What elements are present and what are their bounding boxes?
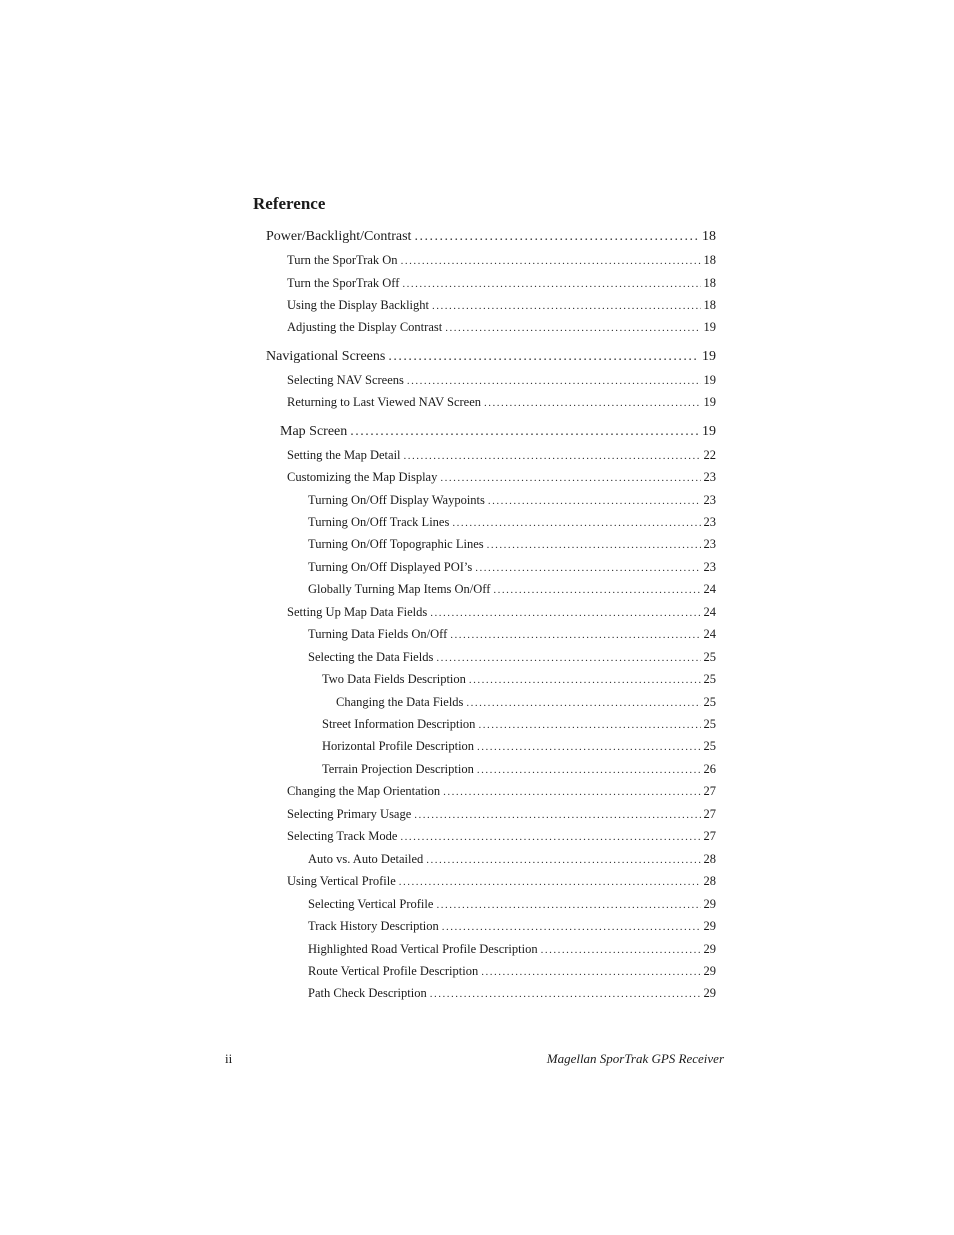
toc-entry-page: 25 [703,739,716,753]
toc-entry-page: 22 [703,448,716,462]
toc-entry-page: 25 [703,672,716,686]
toc-entry-label: Selecting Primary Usage [287,807,412,821]
toc-dot-leader [436,653,700,664]
toc-entry-page: 24 [703,627,716,641]
toc-dot-leader [430,608,700,619]
toc-entry-label: Path Check Description [308,986,427,1000]
toc-entry-label: Turning On/Off Track Lines [308,515,450,529]
toc-dot-leader [388,350,699,364]
toc-entry [287,606,716,619]
toc-entry [287,471,716,484]
toc-dot-leader [432,301,701,312]
toc-entry-label: Terrain Projection Description [322,762,474,776]
toc-dot-leader [475,563,700,574]
toc-entry-label: Turn the SporTrak Off [287,276,400,290]
toc-entry-page: 19 [703,373,716,387]
toc-entry [308,516,716,529]
toc-entry-label: Two Data Fields Description [322,672,466,686]
toc-entry-label: Changing the Data Fields [336,695,464,709]
toc-dot-leader [436,900,700,911]
toc-entry [287,254,716,267]
toc-entry-page: 24 [703,605,716,619]
page-number: ii [225,1051,233,1066]
toc-dot-leader [487,540,701,551]
toc-entry-label: Highlighted Road Vertical Profile Description [308,942,538,956]
toc-entry-label: Changing the Map Orientation [287,784,441,798]
toc-entry-page: 18 [703,253,716,267]
toc-entry-page: 26 [703,762,716,776]
toc-dot-leader [407,376,701,387]
toc-entry-label: Auto vs. Auto Detailed [308,852,424,866]
toc-entry-page: 19 [703,395,716,409]
toc-entry-page: 23 [703,493,716,507]
toc-entry [308,853,716,866]
toc-entry-label: Selecting NAV Screens [287,373,404,387]
toc-entry [280,425,716,439]
toc-dot-leader [488,496,701,507]
toc-entry [308,943,716,956]
toc-entry-label: Setting Up Map Data Fields [287,605,428,619]
toc-dot-leader [402,279,700,290]
toc-entry-page: 29 [703,986,716,1000]
toc-dot-leader [440,473,700,484]
toc-entry [308,561,716,574]
toc-entry [322,673,716,686]
toc-entry-page: 28 [703,874,716,888]
toc-entry-page: 29 [703,919,716,933]
toc-dot-leader [443,787,700,798]
toc-entry-page: 25 [703,695,716,709]
toc-entry [266,230,716,244]
toc-entry-label: Setting the Map Detail [287,448,401,462]
toc-entry-page: 23 [703,470,716,484]
toc-entry-label: Street Information Description [322,717,476,731]
toc-entry-page: 27 [703,784,716,798]
toc-entry-label: Using the Display Backlight [287,298,429,312]
toc-entry-label: Track History Description [308,919,439,933]
toc-dot-leader [478,720,700,731]
toc-entry-label: Using Vertical Profile [287,874,396,888]
toc-dot-leader [493,585,700,596]
toc-entry [287,396,716,409]
running-title: Magellan SporTrak GPS Receiver [546,1051,724,1066]
toc-dot-leader [404,451,701,462]
toc-dot-leader [466,698,700,709]
toc-dot-leader [442,922,701,933]
toc-entry-page: 27 [703,829,716,843]
toc-entry-label: Power/Backlight/Contrast [266,229,412,244]
toc-entry-label: Selecting Track Mode [287,829,398,843]
toc-entry-label: Turning On/Off Display Waypoints [308,493,485,507]
toc-entry-label: Map Screen [280,424,348,439]
toc-entry [308,538,716,551]
toc-dot-leader [477,765,701,776]
toc-entry [287,808,716,821]
toc-entry-page: 24 [703,582,716,596]
toc-entry-label: Globally Turning Map Items On/Off [308,582,491,596]
toc-entry-page: 18 [703,276,716,290]
toc-entry-page: 18 [703,298,716,312]
toc-dot-leader [426,855,700,866]
toc-entry [266,350,716,364]
toc-entry [308,494,716,507]
toc-entry [287,321,716,334]
toc-entry-label: Route Vertical Profile Description [308,964,479,978]
toc-entry [287,277,716,290]
toc-dot-leader [452,518,700,529]
toc-dot-leader [484,398,700,409]
toc-dot-leader [399,877,701,888]
toc-entry-page: 19 [702,349,716,364]
toc-entry-page: 25 [703,717,716,731]
toc-dot-leader [414,810,700,821]
toc-entry [336,696,716,709]
toc-entry-label: Turn the SporTrak On [287,253,398,267]
toc-entry-label: Turning Data Fields On/Off [308,627,448,641]
toc-entry-label: Turning On/Off Topographic Lines [308,537,484,551]
toc-dot-leader [481,967,700,978]
toc-entry [287,785,716,798]
toc-entry [308,583,716,596]
toc-entry [308,628,716,641]
toc-entry-label: Navigational Screens [266,349,386,364]
toc-entry-page: 23 [703,537,716,551]
toc-entry [287,830,716,843]
toc-dot-leader [400,832,700,843]
toc-entry-page: 29 [703,942,716,956]
toc-dot-leader [401,256,701,267]
toc-entry-page: 19 [703,320,716,334]
toc-entry-page: 28 [703,852,716,866]
toc-dot-leader [450,630,700,641]
toc-dot-leader [541,945,701,956]
toc-entry [287,374,716,387]
toc-entry-page: 18 [702,229,716,244]
toc-dot-leader [350,425,699,439]
toc-entry [287,875,716,888]
toc-entry [287,449,716,462]
toc-entry-page: 29 [703,964,716,978]
toc-entry [322,763,716,776]
toc-dot-leader [477,742,700,753]
toc-entry-page: 25 [703,650,716,664]
toc-entry [308,987,716,1000]
toc-entry-page: 29 [703,897,716,911]
toc-entry [308,965,716,978]
toc-entry-page: 23 [703,515,716,529]
toc-entry [308,898,716,911]
toc-entry-page: 23 [703,560,716,574]
toc-entry [308,920,716,933]
toc-entry-label: Turning On/Off Displayed POI’s [308,560,473,574]
toc-entry-label: Adjusting the Display Contrast [287,320,443,334]
toc-entry [287,299,716,312]
toc-entry-page: 19 [702,424,716,439]
toc-dot-leader [430,989,701,1000]
toc-entry-label: Customizing the Map Display [287,470,438,484]
toc-entry-label: Horizontal Profile Description [322,739,475,753]
toc-dot-leader [445,323,700,334]
toc-entry [308,651,716,664]
toc-entry [322,718,716,731]
toc-entry-page: 27 [703,807,716,821]
toc-entry-label: Returning to Last Viewed NAV Screen [287,395,482,409]
toc-dot-leader [469,675,701,686]
section-title: Reference [253,194,326,213]
toc-entry-label: Selecting the Data Fields [308,650,434,664]
toc-entry-label: Selecting Vertical Profile [308,897,434,911]
toc-dot-leader [414,230,699,244]
toc-entry [322,740,716,753]
